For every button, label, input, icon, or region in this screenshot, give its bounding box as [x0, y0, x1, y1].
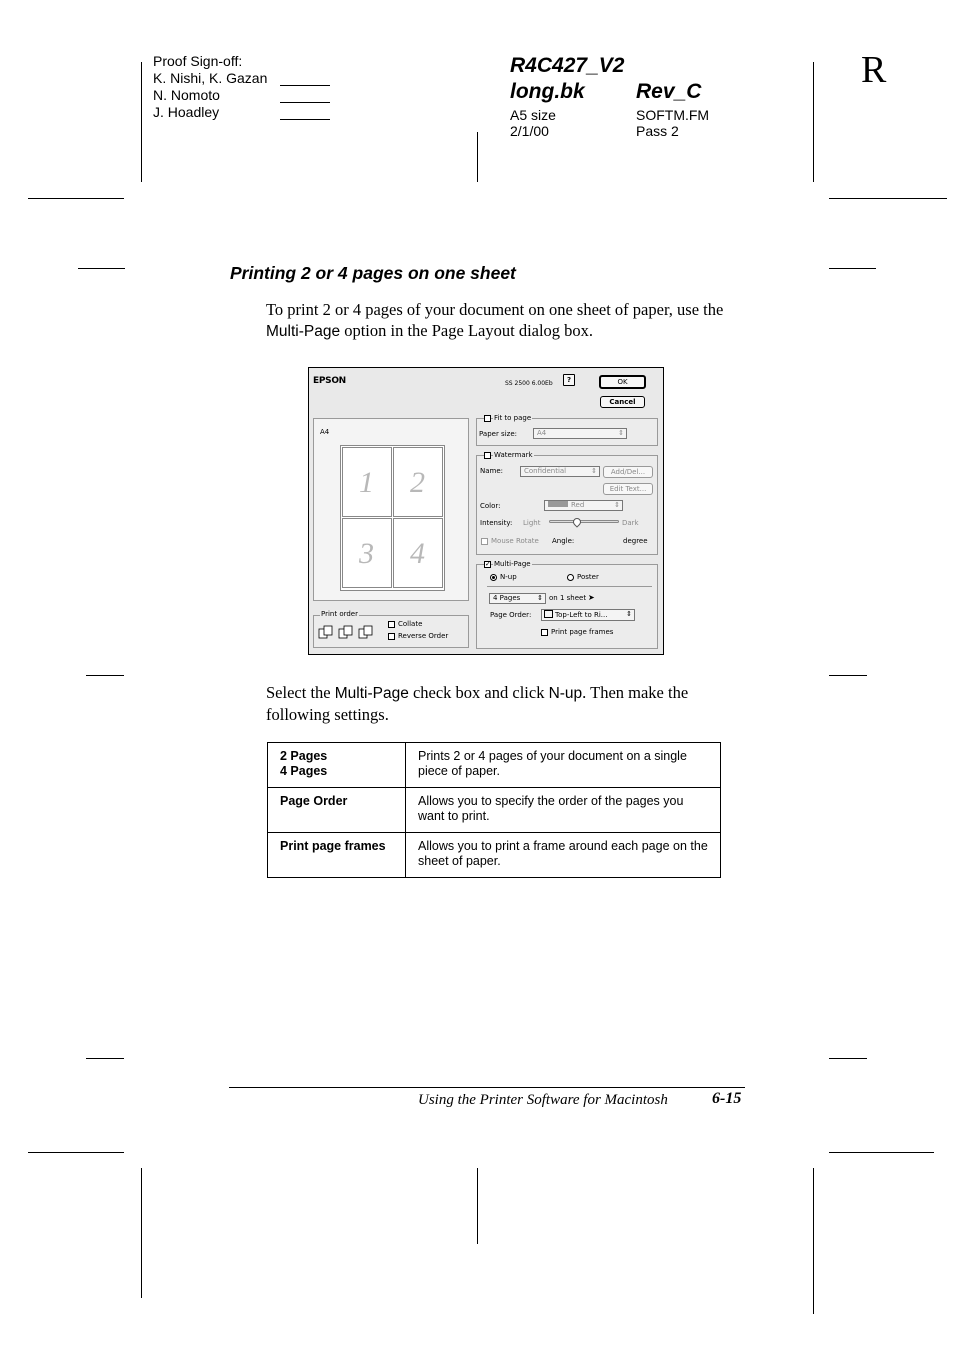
crop-mark: [78, 268, 125, 269]
signer-row: N. Nomoto: [153, 87, 343, 104]
preview-page-2: 2: [393, 447, 443, 517]
crop-mark: [477, 132, 478, 182]
term-multi-page: Multi-Page: [334, 685, 409, 702]
updown-icon: ⇕: [626, 610, 632, 618]
driver-version: SS 2500 6.00Eb: [505, 380, 553, 387]
footer-rule: [229, 1087, 745, 1088]
page-order-label: Page Order:: [490, 611, 532, 619]
doc-date: 2/1/00: [510, 123, 549, 139]
intensity-slider[interactable]: [549, 518, 619, 530]
updown-icon: ⇕: [618, 429, 624, 437]
paper-size-label: Paper size:: [479, 430, 517, 438]
crop-mark: [28, 1152, 124, 1153]
setting-description: Allows you to specify the order of the pages you want to print.: [406, 788, 721, 833]
setting-name: Page Order: [268, 788, 406, 833]
color-swatch: [548, 501, 568, 507]
crop-mark: [829, 675, 867, 676]
term-n-up: N-up: [548, 685, 583, 702]
watermark-name-select[interactable]: Confidential ⇕: [520, 466, 600, 477]
reverse-order-checkbox[interactable]: [388, 633, 395, 640]
updown-icon: ⇕: [614, 501, 620, 509]
angle-label: Angle:: [552, 537, 575, 545]
proof-signoff: [153, 53, 343, 121]
setting-name: Print page frames: [268, 833, 406, 878]
preview-paper-label: A4: [320, 428, 330, 436]
mouse-rotate-checkbox[interactable]: [481, 538, 488, 545]
edit-text-button[interactable]: Edit Text...: [603, 483, 653, 495]
fit-to-page-group: [476, 414, 658, 446]
n-up-radio[interactable]: [490, 574, 497, 581]
color-label: Color:: [480, 502, 501, 510]
fit-to-page-label: Fit to page: [494, 414, 532, 422]
preview-page-3: 3: [342, 518, 392, 588]
epson-logo: EPSON: [313, 376, 346, 386]
n-up-label: N-up: [500, 573, 517, 581]
reverse-order-label: Reverse Order: [398, 632, 449, 640]
paper-size-select[interactable]: A4 ⇕: [533, 428, 627, 439]
ok-button[interactable]: OK: [599, 375, 646, 389]
print-order-label: Print order: [321, 610, 358, 618]
print-order-icons[interactable]: [318, 625, 376, 639]
add-del-button[interactable]: Add/Del...: [603, 466, 653, 478]
watermark-label: Watermark: [494, 451, 533, 459]
setting-name: 2 Pages 4 Pages: [268, 743, 406, 788]
crop-mark: [28, 198, 124, 199]
crop-mark: [829, 1152, 934, 1153]
intensity-light-label: Light: [523, 519, 541, 527]
print-order-icon: [318, 625, 376, 639]
page-layout-dialog: [308, 367, 664, 655]
term-multi-page: Multi-Page: [266, 323, 341, 340]
degree-label: degree: [623, 537, 648, 545]
signer-row: K. Nishi, K. Gazan: [153, 70, 343, 87]
doc-file: SOFTM.FM: [636, 107, 710, 123]
revision: Rev_C: [636, 80, 702, 103]
doc-pass: Pass 2: [636, 123, 679, 139]
multi-page-group: [476, 560, 658, 649]
watermark-checkbox[interactable]: [484, 452, 491, 459]
crop-mark: [141, 1168, 142, 1298]
cursor-icon: ➤: [588, 593, 595, 602]
setting-description: Allows you to print a frame around each page on the sheet of paper.: [406, 833, 721, 878]
print-order-group: [313, 610, 469, 648]
doc-size: A5 size: [510, 107, 556, 123]
signer-row: J. Hoadley: [153, 104, 343, 121]
print-frames-label: Print page frames: [551, 628, 614, 636]
table-row: [268, 788, 721, 833]
poster-radio[interactable]: [567, 574, 574, 581]
doc-id-line1: R4C427_V2: [510, 54, 625, 77]
settings-table: [267, 742, 721, 878]
corner-letter: R: [861, 49, 887, 91]
crop-mark: [813, 1168, 814, 1314]
radio-dot: [492, 576, 495, 579]
preview-sheet: [340, 445, 445, 591]
collate-checkbox[interactable]: [388, 621, 395, 628]
cancel-button[interactable]: Cancel: [600, 396, 645, 408]
setting-description: Prints 2 or 4 pages of your document on a single piece of paper.: [406, 743, 721, 788]
mouse-rotate-label: Mouse Rotate: [491, 537, 539, 545]
fit-to-page-checkbox[interactable]: [484, 415, 491, 422]
multi-page-label: Multi-Page: [494, 560, 531, 568]
slider-thumb[interactable]: [571, 516, 582, 527]
page-number: 6-15: [712, 1090, 742, 1107]
footer-title: Using the Printer Software for Macintosh: [418, 1092, 668, 1108]
doc-id-line2: long.bk: [510, 80, 585, 103]
multi-page-checkbox[interactable]: ✓: [485, 560, 491, 568]
crop-mark: [829, 268, 876, 269]
crop-mark: [86, 1058, 124, 1059]
pages-per-sheet-select[interactable]: 4 Pages ⇕: [489, 593, 546, 604]
divider: [487, 586, 652, 587]
crop-mark: [477, 1168, 478, 1244]
poster-label: Poster: [577, 573, 599, 581]
updown-icon: ⇕: [591, 467, 597, 475]
preview-page-4: 4: [393, 518, 443, 588]
section-title: Printing 2 or 4 pages on one sheet: [230, 263, 516, 283]
table-row: [268, 833, 721, 878]
intro-paragraph: To print 2 or 4 pages of your document on one sheet of paper, use the Multi-Page option in the Page Layout dialog box.: [266, 300, 724, 340]
intensity-label: Intensity:: [480, 519, 513, 527]
select-paragraph: Select the Multi-Page check box and click N-up. Then make the following settings.: [266, 683, 689, 724]
crop-mark: [813, 62, 814, 182]
crop-mark: [829, 198, 947, 199]
color-select[interactable]: Red ⇕: [544, 500, 623, 511]
page-order-icon: [544, 610, 553, 618]
on-sheet-label: on 1 sheet: [549, 594, 587, 602]
updown-icon: ⇕: [537, 594, 543, 602]
page-order-select[interactable]: Top-Left to Ri... ⇕: [541, 609, 635, 621]
signature-blank: [280, 74, 330, 86]
crop-mark: [829, 1058, 867, 1059]
watermark-group: [476, 451, 658, 555]
help-button[interactable]: ?: [563, 374, 575, 386]
crop-mark: [86, 675, 124, 676]
print-frames-checkbox[interactable]: [541, 629, 548, 636]
proof-label: Proof Sign-off:: [153, 53, 243, 69]
intensity-dark-label: Dark: [622, 519, 639, 527]
signature-blank: [280, 108, 330, 120]
watermark-name-label: Name:: [480, 467, 504, 475]
preview-page-1: 1: [342, 447, 392, 517]
layout-preview: [313, 418, 469, 601]
signature-blank: [280, 91, 330, 103]
crop-mark: [141, 62, 142, 182]
collate-label: Collate: [398, 620, 423, 628]
slider-track: [549, 520, 619, 523]
table-row: [268, 743, 721, 788]
